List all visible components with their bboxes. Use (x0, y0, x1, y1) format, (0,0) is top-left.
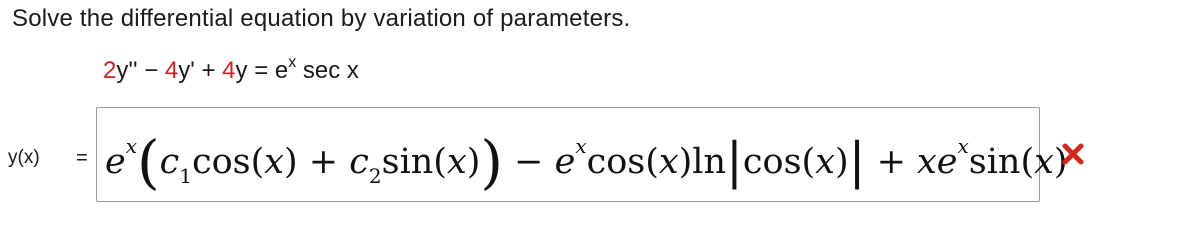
answer-t3-sin: sin( (968, 142, 1035, 182)
answer-t2-close: ) (834, 142, 849, 182)
differential-equation (103, 54, 359, 85)
coefficient-c: 4 (222, 57, 236, 84)
answer-t1-exp: x (125, 134, 137, 158)
coefficient-a: 2 (103, 57, 117, 84)
answer-t2-e: e (554, 142, 576, 182)
answer-t2-minus: − (503, 142, 555, 182)
answer-c1: c (159, 142, 180, 182)
answer-t2-cos: cos( (586, 142, 659, 182)
answer-t1-x1: x (264, 142, 285, 182)
answer-c1-sub: 1 (179, 164, 192, 188)
abs-open: | (726, 132, 743, 190)
answer-t3-close: ) (1053, 142, 1068, 182)
answer-t2-x: x (658, 142, 679, 182)
answer-t1-sin: sin( (381, 142, 447, 182)
problem-instruction: Solve the differential equation by variation of parameters. (12, 5, 631, 32)
x-mark-icon (1062, 143, 1084, 165)
answer-t1-close: ) (466, 142, 481, 182)
term-b: y' + (178, 57, 223, 84)
answer-input[interactable] (96, 107, 1068, 202)
answer-equals: = (76, 147, 88, 169)
term-a: y'' − (116, 57, 165, 84)
open-big-paren: ( (137, 128, 160, 196)
answer-t2-ln: )ln (678, 142, 727, 182)
answer-t3-x2: x (1034, 142, 1054, 182)
rhs-exponent: x (288, 54, 297, 71)
answer-t3-x: x (917, 142, 937, 182)
answer-t3-exp: x (957, 134, 969, 158)
answer-t2-x2: x (815, 142, 835, 182)
rhs-tail: sec x (296, 57, 359, 84)
answer-expression (105, 128, 1068, 196)
close-big-paren: ) (480, 128, 504, 196)
answer-t2-exp: x (575, 134, 587, 158)
abs-close: | (848, 132, 866, 190)
answer-c2: c (349, 142, 369, 182)
answer-t1-plus: ) + (284, 142, 350, 182)
answer-t1-e: e (105, 142, 126, 182)
answer-t1-x2: x (446, 142, 467, 182)
answer-c2-sub: 2 (368, 164, 382, 188)
answer-t3-plus: + (865, 142, 918, 182)
answer-t3-e: e (936, 142, 958, 182)
answer-t2-cos2: cos( (742, 142, 816, 182)
coefficient-b: 4 (164, 57, 179, 84)
answer-label: y(x) (8, 147, 40, 168)
term-c: y = e (235, 57, 289, 84)
answer-t1-cos: cos( (191, 142, 265, 182)
